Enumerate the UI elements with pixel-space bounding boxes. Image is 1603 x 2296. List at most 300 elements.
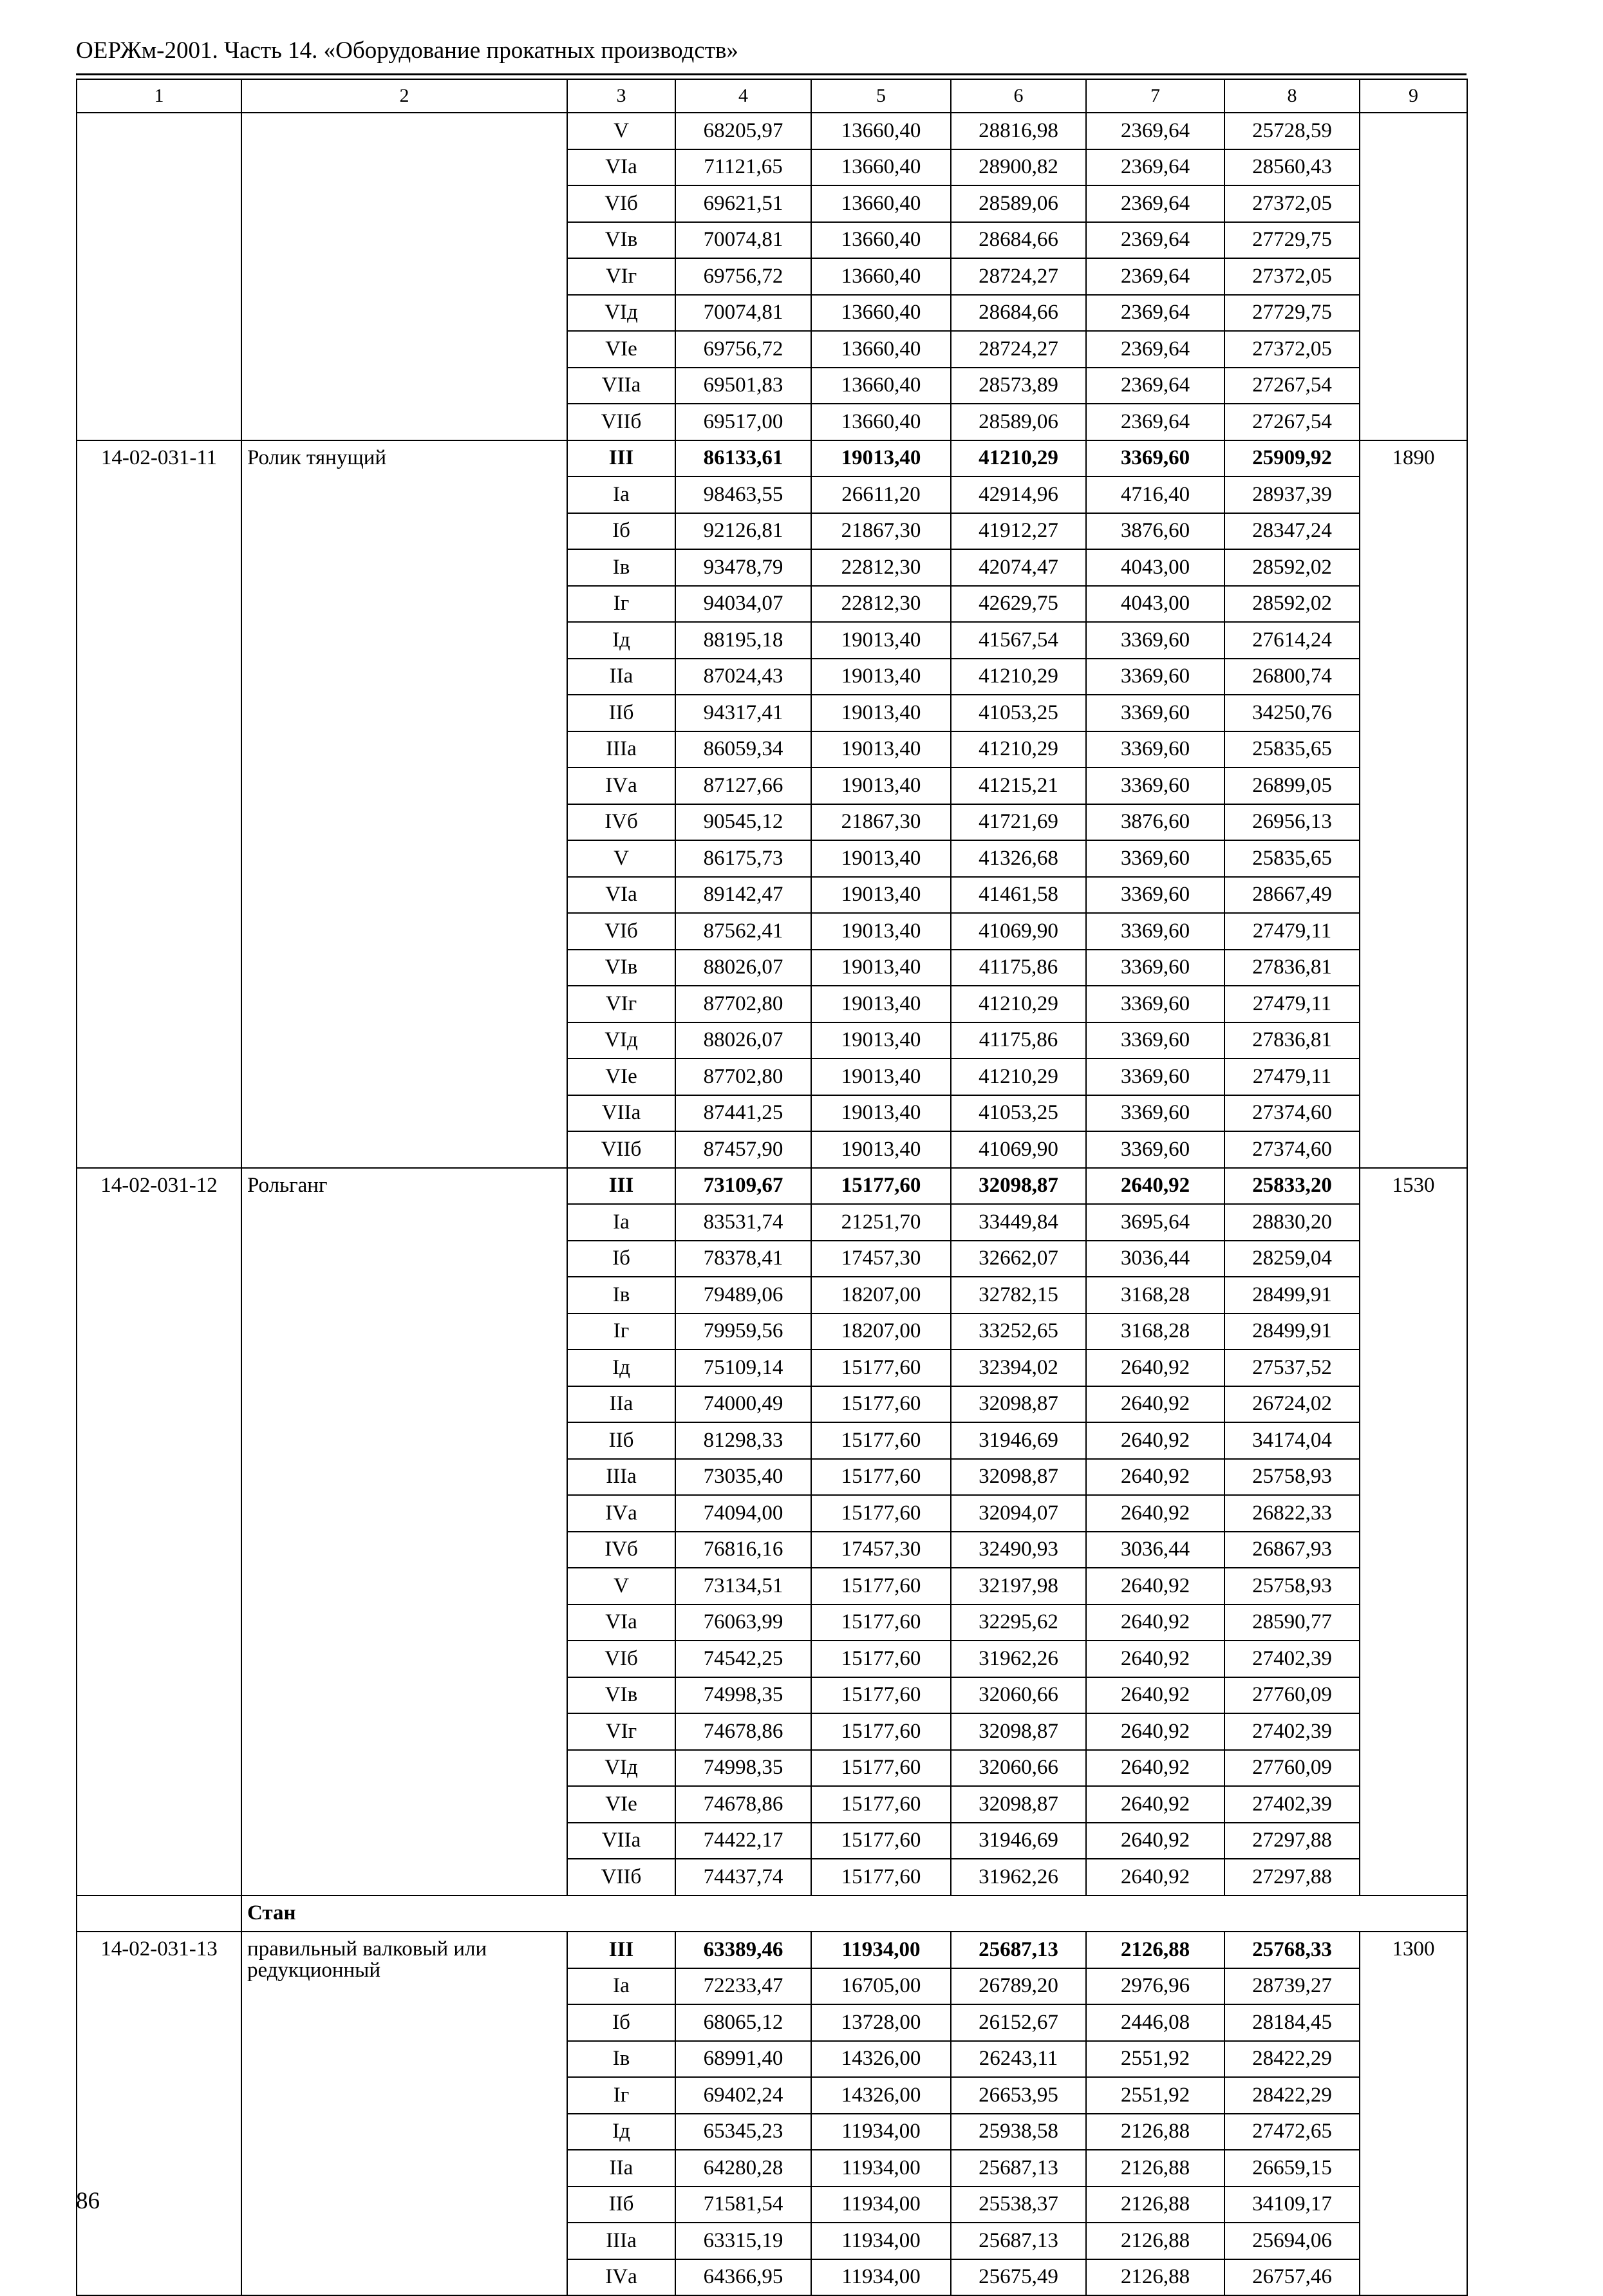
value-cell: 26659,15 [1224,2150,1360,2187]
value-cell: 2640,92 [1086,1677,1224,1714]
column-number: 7 [1086,79,1224,113]
value-cell: 27267,54 [1224,404,1360,440]
value-cell: 74094,00 [675,1495,811,1532]
value-cell: 28684,66 [951,222,1086,259]
value-cell: 2369,64 [1086,331,1224,368]
zone-cell: V [567,1568,675,1604]
zone-cell: Iб [567,513,675,550]
value-cell: 26956,13 [1224,804,1360,841]
value-cell: 94317,41 [675,695,811,731]
zone-cell: VIд [567,1022,675,1059]
value-cell: 74998,35 [675,1677,811,1714]
value-cell: 41215,21 [951,767,1086,804]
zone-cell: VIг [567,258,675,295]
value-cell: 70074,81 [675,222,811,259]
value-cell: 42074,47 [951,549,1086,586]
zone-cell: Iа [567,1968,675,2005]
value-cell: 2640,92 [1086,1641,1224,1677]
value-cell: 26867,93 [1224,1532,1360,1568]
value-cell: 14326,00 [811,2077,951,2114]
value-cell: 2369,64 [1086,295,1224,332]
value-cell: 2640,92 [1086,1604,1224,1641]
value-cell: 74000,49 [675,1386,811,1423]
value-cell: 17457,30 [811,1532,951,1568]
value-cell: 25675,49 [951,2259,1086,2296]
value-cell: 32098,87 [951,1386,1086,1423]
value-cell: 76063,99 [675,1604,811,1641]
position-code [77,113,241,440]
labor-norm: 1530 [1360,1168,1467,1896]
value-cell: 25835,65 [1224,731,1360,768]
zone-cell: VIе [567,1059,675,1095]
value-cell: 25835,65 [1224,840,1360,877]
value-cell: 2640,92 [1086,1750,1224,1787]
value-cell: 86059,34 [675,731,811,768]
value-cell: 27836,81 [1224,950,1360,986]
value-cell: 3369,60 [1086,840,1224,877]
value-cell: 2126,88 [1086,2187,1224,2223]
equipment-name: Рольганг [241,1168,567,1896]
value-cell: 34174,04 [1224,1422,1360,1459]
column-number: 5 [811,79,951,113]
zone-cell: Iб [567,1241,675,1277]
value-cell: 92126,81 [675,513,811,550]
value-cell: 4716,40 [1086,476,1224,513]
zone-cell: VIа [567,149,675,186]
value-cell: 2369,64 [1086,368,1224,404]
zone-cell: VIб [567,1641,675,1677]
zone-cell: VIе [567,331,675,368]
value-cell: 2126,88 [1086,2150,1224,2187]
value-cell: 74422,17 [675,1823,811,1859]
value-cell: 32490,93 [951,1532,1086,1568]
value-cell: 28259,04 [1224,1241,1360,1277]
value-cell: 26653,95 [951,2077,1086,2114]
value-cell: 4043,00 [1086,586,1224,623]
value-cell: 2369,64 [1086,149,1224,186]
value-cell: 94034,07 [675,586,811,623]
column-number: 3 [567,79,675,113]
value-cell: 28900,82 [951,149,1086,186]
value-cell: 73134,51 [675,1568,811,1604]
value-cell: 13660,40 [811,149,951,186]
value-cell: 15177,60 [811,1604,951,1641]
value-cell: 76816,16 [675,1532,811,1568]
value-cell: 19013,40 [811,1022,951,1059]
header-rule [76,73,1467,75]
zone-cell: VIб [567,185,675,222]
value-cell: 27374,60 [1224,1131,1360,1168]
value-cell: 28590,77 [1224,1604,1360,1641]
value-cell: 15177,60 [811,1641,951,1677]
value-cell: 19013,40 [811,913,951,950]
zone-cell: Iд [567,1350,675,1386]
zone-cell: IIIа [567,731,675,768]
value-cell: 31962,26 [951,1859,1086,1896]
value-cell: 32060,66 [951,1677,1086,1714]
value-cell: 64366,95 [675,2259,811,2296]
value-cell: 41210,29 [951,986,1086,1022]
value-cell: 21867,30 [811,513,951,550]
value-cell: 42914,96 [951,476,1086,513]
zone-cell: IVа [567,2259,675,2296]
value-cell: 19013,40 [811,731,951,768]
value-cell: 15177,60 [811,1350,951,1386]
value-cell: 28830,20 [1224,1204,1360,1241]
value-cell: 73109,67 [675,1168,811,1205]
value-cell: 93478,79 [675,549,811,586]
value-cell: 2551,92 [1086,2077,1224,2114]
value-cell: 42629,75 [951,586,1086,623]
value-cell: 3369,60 [1086,440,1224,477]
value-cell: 15177,60 [811,1859,951,1896]
value-cell: 19013,40 [811,695,951,731]
value-cell: 25833,20 [1224,1168,1360,1205]
value-cell: 27297,88 [1224,1859,1360,1896]
column-number-row [77,79,1467,113]
value-cell: 70074,81 [675,295,811,332]
value-cell: 79959,56 [675,1313,811,1350]
value-cell: 31962,26 [951,1641,1086,1677]
value-cell: 2640,92 [1086,1568,1224,1604]
value-cell: 68205,97 [675,113,811,149]
value-cell: 25938,58 [951,2114,1086,2150]
value-cell: 28739,27 [1224,1968,1360,2005]
page-header: ОЕРЖм-2001. Часть 14. «Оборудование прокатных производств» [76,37,738,64]
table-body [77,79,1467,2295]
value-cell: 15177,60 [811,1823,951,1859]
value-cell: 28667,49 [1224,877,1360,914]
value-cell: 3036,44 [1086,1241,1224,1277]
value-cell: 27479,11 [1224,1059,1360,1095]
value-cell: 2976,96 [1086,1968,1224,2005]
value-cell: 13660,40 [811,185,951,222]
value-cell: 25687,13 [951,1932,1086,1968]
value-cell: 19013,40 [811,1059,951,1095]
value-cell: 15177,60 [811,1677,951,1714]
value-cell: 32782,15 [951,1277,1086,1313]
value-cell: 28573,89 [951,368,1086,404]
zone-cell: VIIа [567,1823,675,1859]
value-cell: 33449,84 [951,1204,1086,1241]
zone-cell: VIв [567,950,675,986]
value-cell: 19013,40 [811,877,951,914]
column-number: 8 [1224,79,1360,113]
table-row [77,1932,1467,1968]
group-label-row [77,1896,1467,1932]
value-cell: 69756,72 [675,331,811,368]
value-cell: 2369,64 [1086,258,1224,295]
value-cell: 87562,41 [675,913,811,950]
value-cell: 89142,47 [675,877,811,914]
value-cell: 2640,92 [1086,1386,1224,1423]
value-cell: 4043,00 [1086,549,1224,586]
value-cell: 15177,60 [811,1750,951,1787]
zone-cell: Iв [567,549,675,586]
column-number: 4 [675,79,811,113]
value-cell: 32094,07 [951,1495,1086,1532]
value-cell: 25909,92 [1224,440,1360,477]
zone-cell: IIб [567,695,675,731]
value-cell: 32098,87 [951,1786,1086,1823]
value-cell: 25768,33 [1224,1932,1360,1968]
value-cell: 31946,69 [951,1422,1086,1459]
value-cell: 28937,39 [1224,476,1360,513]
value-cell: 2640,92 [1086,1859,1224,1896]
labor-norm: 1890 [1360,440,1467,1168]
value-cell: 27729,75 [1224,295,1360,332]
value-cell: 81298,33 [675,1422,811,1459]
value-cell: 34250,76 [1224,695,1360,731]
value-cell: 41053,25 [951,1095,1086,1132]
value-cell: 31946,69 [951,1823,1086,1859]
value-cell: 27472,65 [1224,2114,1360,2150]
value-cell: 71121,65 [675,149,811,186]
value-cell: 34109,17 [1224,2187,1360,2223]
value-cell: 28347,24 [1224,513,1360,550]
value-cell: 15177,60 [811,1386,951,1423]
value-cell: 13660,40 [811,295,951,332]
value-cell: 2126,88 [1086,2223,1224,2259]
value-cell: 19013,40 [811,440,951,477]
zone-cell: IIб [567,1422,675,1459]
value-cell: 22812,30 [811,586,951,623]
value-cell: 27297,88 [1224,1823,1360,1859]
value-cell: 2369,64 [1086,222,1224,259]
value-cell: 18207,00 [811,1313,951,1350]
value-cell: 41210,29 [951,731,1086,768]
value-cell: 15177,60 [811,1495,951,1532]
value-cell: 3369,60 [1086,731,1224,768]
value-cell: 41069,90 [951,913,1086,950]
zone-cell: Iа [567,1204,675,1241]
value-cell: 41175,86 [951,1022,1086,1059]
zone-cell: III [567,1168,675,1205]
value-cell: 15177,60 [811,1786,951,1823]
value-cell: 28499,91 [1224,1313,1360,1350]
value-cell: 63389,46 [675,1932,811,1968]
value-cell: 26152,67 [951,2004,1086,2041]
value-cell: 3168,28 [1086,1313,1224,1350]
value-cell: 14326,00 [811,2041,951,2078]
value-cell: 25758,93 [1224,1568,1360,1604]
zone-cell: Iв [567,1277,675,1313]
value-cell: 2640,92 [1086,1786,1224,1823]
zone-cell: VIа [567,877,675,914]
zone-cell: III [567,440,675,477]
value-cell: 3369,60 [1086,622,1224,659]
value-cell: 27836,81 [1224,1022,1360,1059]
zone-cell: VIд [567,1750,675,1787]
value-cell: 2640,92 [1086,1168,1224,1205]
value-cell: 28589,06 [951,404,1086,440]
value-cell: 26611,20 [811,476,951,513]
value-cell: 64280,28 [675,2150,811,2187]
group-label: Стан [241,1896,1467,1932]
value-cell: 68991,40 [675,2041,811,2078]
value-cell: 41721,69 [951,804,1086,841]
table-row [77,440,1467,477]
value-cell: 74542,25 [675,1641,811,1677]
value-cell: 2640,92 [1086,1713,1224,1750]
value-cell: 2640,92 [1086,1495,1224,1532]
value-cell: 25687,13 [951,2223,1086,2259]
value-cell: 19013,40 [811,1131,951,1168]
value-cell: 3369,60 [1086,950,1224,986]
value-cell: 88195,18 [675,622,811,659]
position-code: 14-02-031-11 [77,440,241,1168]
value-cell: 28499,91 [1224,1277,1360,1313]
zone-cell: VIб [567,913,675,950]
value-cell: 69517,00 [675,404,811,440]
value-cell: 65345,23 [675,2114,811,2150]
value-cell: 27267,54 [1224,368,1360,404]
value-cell: 26899,05 [1224,767,1360,804]
value-cell: 17457,30 [811,1241,951,1277]
value-cell: 2126,88 [1086,2259,1224,2296]
value-cell: 87702,80 [675,986,811,1022]
zone-cell: VIIб [567,404,675,440]
value-cell: 98463,55 [675,476,811,513]
value-cell: 13660,40 [811,368,951,404]
value-cell: 27374,60 [1224,1095,1360,1132]
value-cell: 13660,40 [811,404,951,440]
value-cell: 68065,12 [675,2004,811,2041]
value-cell: 21251,70 [811,1204,951,1241]
value-cell: 2640,92 [1086,1422,1224,1459]
value-cell: 11934,00 [811,1932,951,1968]
position-code: 14-02-031-13 [77,1932,241,2295]
value-cell: 15177,60 [811,1713,951,1750]
value-cell: 74678,86 [675,1713,811,1750]
value-cell: 25728,59 [1224,113,1360,149]
value-cell: 13660,40 [811,331,951,368]
value-cell: 74678,86 [675,1786,811,1823]
value-cell: 3876,60 [1086,804,1224,841]
value-cell: 69756,72 [675,258,811,295]
value-cell: 87702,80 [675,1059,811,1095]
value-cell: 11934,00 [811,2150,951,2187]
value-cell: 21867,30 [811,804,951,841]
value-cell: 26757,46 [1224,2259,1360,2296]
value-cell: 19013,40 [811,986,951,1022]
value-cell: 27760,09 [1224,1677,1360,1714]
value-cell: 2126,88 [1086,1932,1224,1968]
zone-cell: III [567,1932,675,1968]
price-table [76,79,1468,2296]
price-table-container [76,79,1467,2296]
value-cell: 3369,60 [1086,695,1224,731]
value-cell: 3876,60 [1086,513,1224,550]
value-cell: 27372,05 [1224,185,1360,222]
value-cell: 78378,41 [675,1241,811,1277]
value-cell: 32098,87 [951,1168,1086,1205]
zone-cell: IIIа [567,2223,675,2259]
zone-cell: Iа [567,476,675,513]
value-cell: 2369,64 [1086,113,1224,149]
zone-cell: Iб [567,2004,675,2041]
value-cell: 41567,54 [951,622,1086,659]
value-cell: 73035,40 [675,1459,811,1496]
value-cell: 3369,60 [1086,1131,1224,1168]
value-cell: 88026,07 [675,1022,811,1059]
value-cell: 90545,12 [675,804,811,841]
value-cell: 27372,05 [1224,331,1360,368]
position-code: 14-02-031-12 [77,1168,241,1896]
value-cell: 2369,64 [1086,404,1224,440]
value-cell: 28422,29 [1224,2041,1360,2078]
zone-cell: IVб [567,1532,675,1568]
value-cell: 28560,43 [1224,149,1360,186]
value-cell: 63315,19 [675,2223,811,2259]
zone-cell: IVа [567,767,675,804]
value-cell: 22812,30 [811,549,951,586]
value-cell: 41461,58 [951,877,1086,914]
value-cell: 32098,87 [951,1713,1086,1750]
value-cell: 28592,02 [1224,549,1360,586]
value-cell: 27372,05 [1224,258,1360,295]
value-cell: 27614,24 [1224,622,1360,659]
zone-cell: IIа [567,659,675,695]
group-spacer [77,1896,241,1932]
column-number: 9 [1360,79,1467,113]
value-cell: 32662,07 [951,1241,1086,1277]
column-number: 6 [951,79,1086,113]
equipment-name: Ролик тянущий [241,440,567,1168]
value-cell: 16705,00 [811,1968,951,2005]
page-number: 86 [76,2188,100,2214]
zone-cell: IVа [567,1495,675,1532]
value-cell: 11934,00 [811,2259,951,2296]
value-cell: 75109,14 [675,1350,811,1386]
value-cell: 88026,07 [675,950,811,986]
value-cell: 41210,29 [951,1059,1086,1095]
value-cell: 25538,37 [951,2187,1086,2223]
zone-cell: VIIа [567,368,675,404]
value-cell: 32060,66 [951,1750,1086,1787]
value-cell: 13660,40 [811,113,951,149]
value-cell: 86175,73 [675,840,811,877]
value-cell: 28724,27 [951,331,1086,368]
value-cell: 28184,45 [1224,2004,1360,2041]
value-cell: 28422,29 [1224,2077,1360,2114]
zone-cell: Iг [567,1313,675,1350]
value-cell: 26789,20 [951,1968,1086,2005]
zone-cell: Iв [567,2041,675,2078]
value-cell: 3369,60 [1086,1095,1224,1132]
column-number: 1 [77,79,241,113]
labor-norm: 1300 [1360,1932,1467,2295]
zone-cell: IIб [567,2187,675,2223]
value-cell: 3369,60 [1086,986,1224,1022]
zone-cell: VIд [567,295,675,332]
value-cell: 15177,60 [811,1422,951,1459]
equipment-name: правильный валковый или редукционный [241,1932,567,2295]
value-cell: 26800,74 [1224,659,1360,695]
zone-cell: Iг [567,586,675,623]
zone-cell: VIе [567,1786,675,1823]
value-cell: 72233,47 [675,1968,811,2005]
value-cell: 19013,40 [811,950,951,986]
zone-cell: IVб [567,804,675,841]
value-cell: 26243,11 [951,2041,1086,2078]
value-cell: 25694,06 [1224,2223,1360,2259]
value-cell: 87127,66 [675,767,811,804]
equipment-name [241,113,567,440]
value-cell: 74437,74 [675,1859,811,1896]
value-cell: 3369,60 [1086,913,1224,950]
value-cell: 3369,60 [1086,1022,1224,1059]
